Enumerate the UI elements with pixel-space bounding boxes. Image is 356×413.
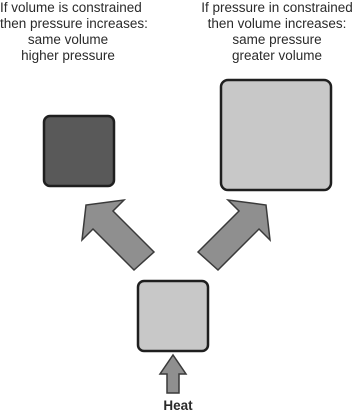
right-caption-line-4: greater volume	[231, 48, 323, 63]
initial-gas-box	[138, 281, 208, 351]
left-caption-line-3: same volume	[27, 32, 109, 47]
arrow-to-greater-volume-icon	[198, 200, 270, 270]
higher-pressure-box	[44, 116, 114, 186]
right-caption-line-3: same pressure	[232, 32, 322, 47]
left-caption-line-4: higher pressure	[21, 48, 115, 63]
right-caption-line-1: If pressure in constrained	[201, 0, 353, 15]
arrow-to-higher-pressure-icon	[82, 200, 154, 270]
greater-volume-box	[221, 80, 331, 190]
right-caption-line-2: then volume increases:	[207, 16, 347, 31]
heat-arrow-icon	[160, 355, 186, 393]
left-caption-line-1: If volume is constrained	[0, 0, 142, 15]
heat-label: Heat	[163, 398, 193, 413]
left-caption-line-2: then pressure increases:	[0, 16, 148, 31]
